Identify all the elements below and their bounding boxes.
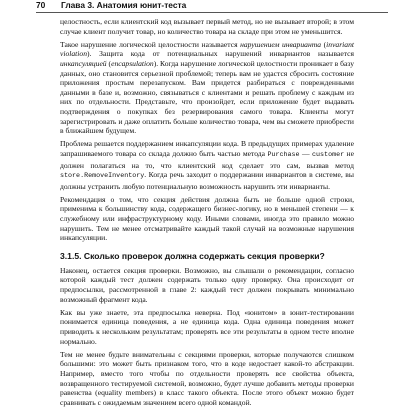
text-run: . Когда речь заходит о поддержании инвариантов в системе, вы должны устранить любую потенциальную возможность нарушить эти инварианты. bbox=[60, 170, 354, 191]
paragraph bbox=[60, 40, 354, 136]
term-invariant-violation: нарушением инварианта bbox=[240, 39, 322, 49]
term-english: invariant violation bbox=[60, 39, 354, 59]
code-customer: customer bbox=[312, 150, 345, 159]
section-heading: 3.1.5. Сколько проверок должна содержать секция проверки? bbox=[60, 250, 325, 261]
code-purchase: Purchase bbox=[267, 150, 300, 159]
text-run: ( bbox=[321, 39, 327, 49]
text-run: Проблема решается поддержанием инкапсуляции кода. В предыдущих примерах удаление запрашиваемого товара со склада должно быть частью метода bbox=[60, 139, 354, 158]
term-english: encapsulation bbox=[111, 58, 154, 68]
page-body bbox=[60, 17, 354, 411]
chapter-title: Глава 3. Анатомия юнит-теста bbox=[61, 0, 187, 10]
code-remove-inventory: store.RemoveInventory bbox=[60, 172, 145, 181]
text-run: — bbox=[299, 148, 313, 158]
running-header bbox=[36, 0, 388, 13]
paragraph: Тем не менее будьте внимательны с секциями проверки, которые получаются слишком большими: это может быть признаком того, что в коде недостает какой-то абстракции. Например, вместо того чтобы по отдельности проверять все свойства объекта, возвращенного тестируемой системой, возможно, будет лучше добавить методы проверки равенства (equality members) в класс такого объекта. После этого объект можно будет сравнивать с ожидаемым значением всего одной командой. bbox=[60, 349, 354, 407]
paragraph: целостность, если клиентский код вызывает первый метод, но не вызывает второй; в этом случае клиент получит товар, но количество товара на складе при этом не уменьшится. bbox=[60, 17, 354, 36]
term-encapsulation: инкапсуляцией bbox=[60, 58, 107, 68]
text-run: не должен полагаться на то, что клиентский код сделает это сам, вызвав метод bbox=[60, 148, 354, 170]
paragraph: Наконец, остается секция проверки. Возможно, вы слышали о рекомендации, согласно которой каждый тест должен содержать только одну проверку. Она происходит от предпосылки, рассмотренной в главе 2: каждый тест должен покрывать минимально возможный фрагмент кода. bbox=[60, 265, 354, 304]
page-number: 70 bbox=[36, 0, 46, 10]
paragraph bbox=[60, 139, 354, 191]
text-run: Такое нарушение логической целостности называется bbox=[60, 39, 241, 49]
paragraph: Как вы уже знаете, эта предпосылка неверна. Под «юнитом» в юнит-тестировании понимается единица поведения, а не единица кода. Одна единица поведения может приводить к нескольким результатам; проверять все эти результаты в одном тесте вполне нормально. bbox=[60, 307, 354, 346]
text-run: ). Защита кода от потенциальных нарушений инвариантов называется bbox=[87, 49, 354, 59]
text-run: ). Когда нарушение логической целостности проникает в базу данных, оно становится серьезной проблемой; теперь вам не удастся сбросить состояние приложения простым перезапуском. Вам придется разбираться с поврежденными данными в базе и, возможно, связываться с клиентами и решать проблему с каждым из них по отдельности. Представьте, что произойдет, если приложение будет выдавать подтверждения о покупках без резервирования самого товара. Клиенты могут зарегистрировать и даже оплатить больше количество товара, чем вы сможете приобрести в ближайшем будущем. bbox=[60, 58, 354, 136]
text-run: ( bbox=[106, 58, 112, 68]
paragraph: Рекомендация о том, что секция действия должна быть не больше одной строки, применима к большинству кода, содержащего бизнес-логику, но в меньшей степени — к служебному или инфраструктурному коду. Иными словами, иногда это правило можно нарушить. Тем не менее отсматривайте каждый такой случай на возможные нарушения инкапсуляции. bbox=[60, 194, 354, 243]
